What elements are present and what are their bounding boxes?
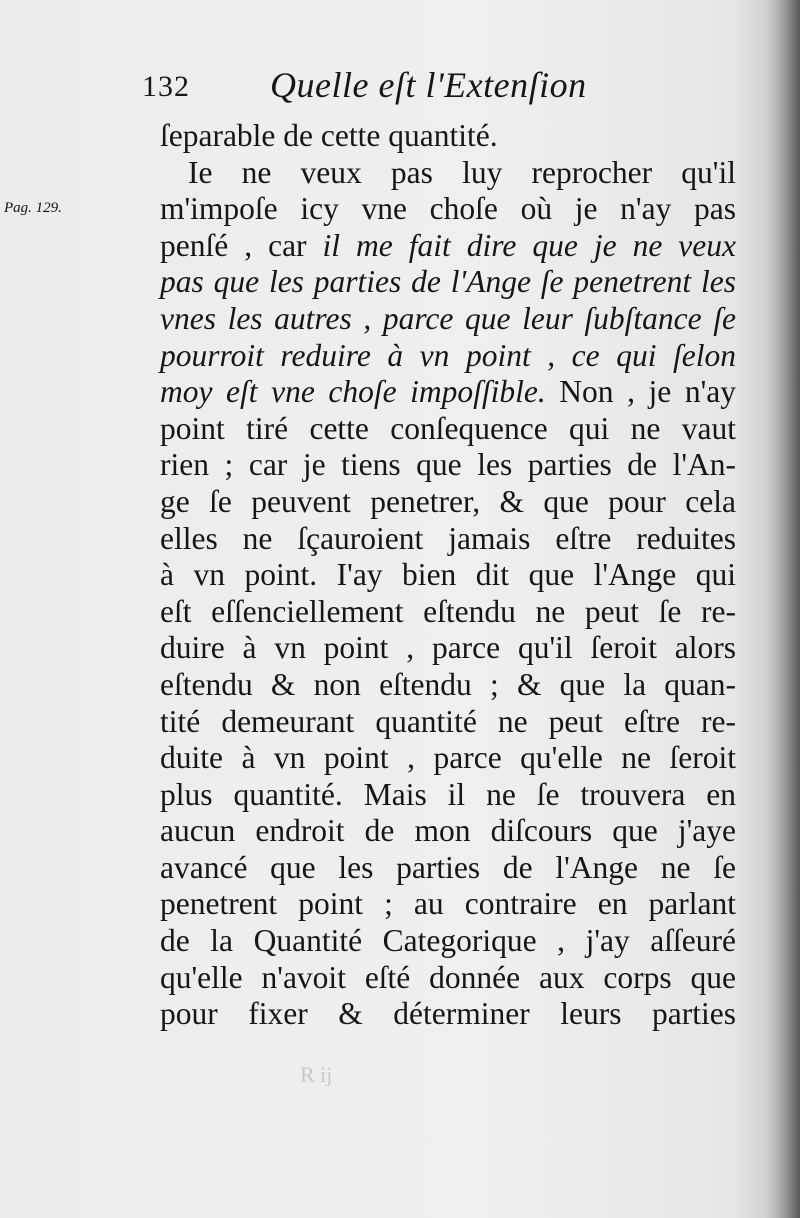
text-line (160, 521, 736, 558)
text-line (160, 704, 736, 741)
text-line (160, 484, 736, 521)
text-segment: eſtendu & non eſtendu ; & que la quan- (160, 666, 736, 702)
text-line (160, 813, 736, 850)
text-line (160, 630, 736, 667)
italic-quote-segment: vnes les autres , parce que leur ſubſtance ſe (160, 300, 736, 336)
text-line (160, 886, 736, 923)
faint-signature-mark: R ij (300, 1062, 333, 1087)
text-segment: de la Quantité Categorique , j'ay aſſeuré (160, 923, 736, 959)
text-line (160, 338, 736, 375)
text-line (160, 594, 736, 631)
running-title: Quelle eſt l'Extenſion (270, 65, 587, 105)
text-segment: Ie ne veux pas luy reprocher qu'il (188, 154, 736, 190)
text-line (160, 923, 736, 960)
text-segment: aucun endroit de mon diſcours que j'aye (160, 813, 736, 849)
italic-quote-segment: pourroit reduire à vn point , ce qui ſelon (160, 337, 736, 373)
text-line (160, 264, 736, 301)
text-line (160, 740, 736, 777)
text-segment: eſt eſſenciellement eſtendu ne peut ſe re- (160, 593, 736, 629)
text-line (160, 411, 736, 448)
text-line (160, 301, 736, 338)
text-line (160, 191, 736, 228)
text-segment: tité demeurant quantité ne peut eſtre re- (160, 703, 736, 739)
text-line (160, 960, 736, 997)
text-segment: à vn point. I'ay bien dit que l'Ange qui (160, 557, 736, 593)
text-segment: Non , je n'ay (545, 374, 736, 410)
text-segment: elles ne ſçauroient jamais eſtre reduites (160, 520, 736, 556)
text-line (160, 447, 736, 484)
text-line (160, 667, 736, 704)
text-line (160, 155, 736, 192)
gutter-shadow (766, 0, 800, 1218)
text-segment: point tiré cette conſequence qui ne vaut (160, 410, 736, 446)
text-segment: penetrent point ; au contraire en parlant (160, 886, 736, 922)
text-segment: ge ſe peuvent penetrer, & que pour cela (160, 483, 736, 519)
margin-note: Pag. 129. (4, 200, 62, 216)
italic-quote-segment: il me fait dire que je ne veux (322, 227, 736, 263)
text-segment: plus quantité. Mais il ne ſe trouvera en (160, 776, 736, 812)
text-line (160, 777, 736, 814)
text-segment: duire à vn point , parce qu'il ſeroit alors (160, 630, 736, 666)
text-segment: avancé que les parties de l'Ange ne ſe (160, 849, 736, 885)
text-segment: ſeparable de cette quantité. (160, 118, 498, 153)
body-text (160, 118, 736, 1033)
page-header (142, 64, 742, 114)
text-segment: penſé , car (160, 227, 323, 263)
text-line (160, 118, 736, 155)
italic-quote-segment: pas que les parties de l'Ange ſe penetrent les (160, 264, 736, 300)
text-segment: qu'elle n'avoit eſté donnée aux corps que (160, 959, 736, 995)
text-line (160, 374, 736, 411)
text-segment: duite à vn point , parce qu'elle ne ſeroit (160, 740, 736, 776)
text-line (160, 228, 736, 265)
italic-quote-segment: moy eſt vne choſe impoſſible. (160, 374, 546, 410)
text-segment: m'impoſe icy vne choſe où je n'ay pas (160, 191, 736, 227)
text-line (160, 996, 736, 1033)
text-line (160, 557, 736, 594)
text-segment: rien ; car je tiens que les parties de l'An- (160, 447, 736, 483)
text-segment: pour fixer & déterminer leurs parties (160, 996, 736, 1032)
page-number: 132 (142, 70, 190, 103)
text-line (160, 850, 736, 887)
